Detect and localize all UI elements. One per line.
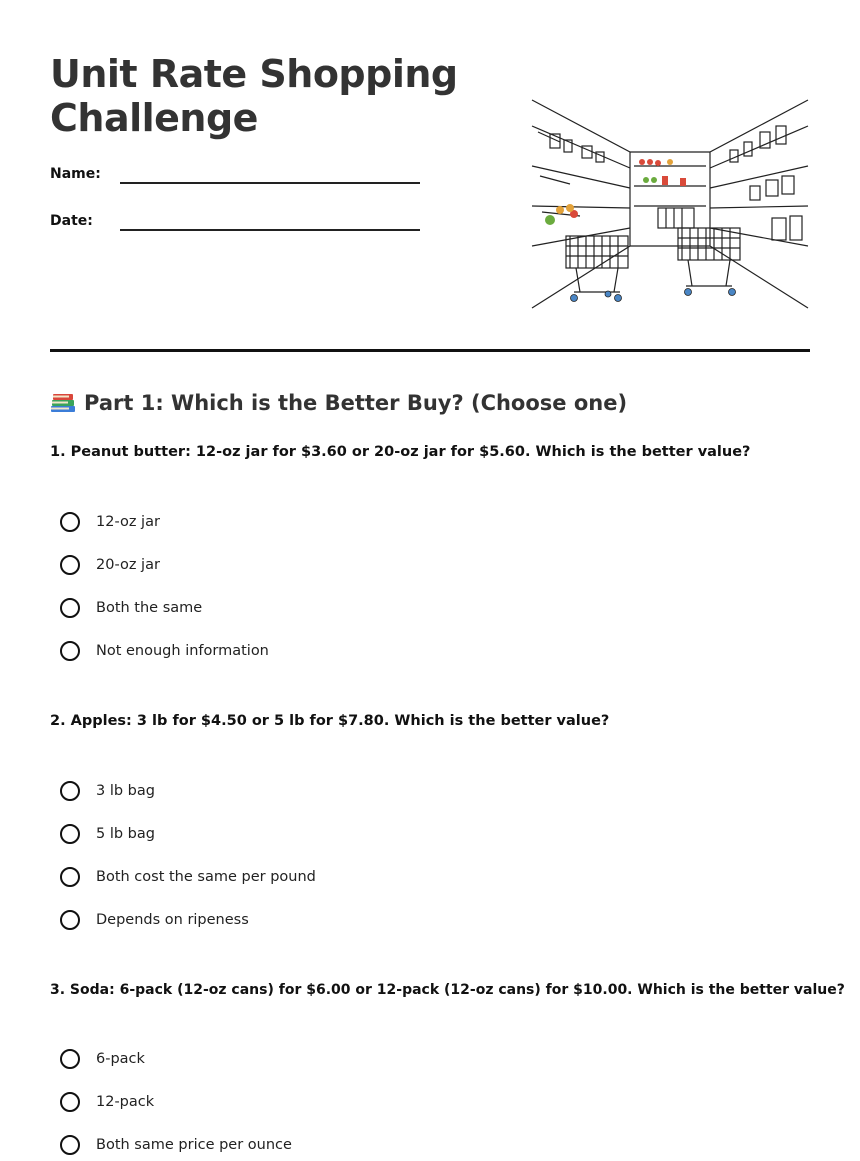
title-line-1: Unit Rate Shopping bbox=[50, 52, 458, 96]
part1-title-text: Part 1: Which is the Better Buy? (Choose one) bbox=[84, 391, 628, 415]
books-icon bbox=[50, 390, 76, 414]
q2-option-3[interactable] bbox=[60, 864, 316, 890]
name-field[interactable] bbox=[50, 166, 420, 190]
date-field[interactable] bbox=[50, 213, 420, 237]
q3-option-3[interactable] bbox=[60, 1132, 292, 1158]
q1-option-4[interactable] bbox=[60, 638, 269, 664]
option-label: Not enough information bbox=[96, 643, 269, 659]
q1-option-1[interactable] bbox=[60, 509, 160, 535]
date-label: Date: bbox=[50, 213, 93, 229]
option-label: Depends on ripeness bbox=[96, 912, 249, 928]
header-divider bbox=[50, 349, 810, 352]
option-label: 6-pack bbox=[96, 1051, 145, 1067]
q3-option-1[interactable] bbox=[60, 1046, 145, 1072]
option-label: 20-oz jar bbox=[96, 557, 160, 573]
option-label: 12-oz jar bbox=[96, 514, 160, 530]
q2-option-2[interactable] bbox=[60, 821, 155, 847]
title-line-2: Challenge bbox=[50, 96, 258, 140]
q3-option-2[interactable] bbox=[60, 1089, 154, 1115]
radio-button[interactable] bbox=[60, 512, 80, 532]
question-2: 2. Apples: 3 lb for $4.50 or 5 lb for $7.80. Which is the better value? bbox=[50, 713, 610, 729]
option-label: Both the same bbox=[96, 600, 203, 616]
radio-button[interactable] bbox=[60, 867, 80, 887]
radio-button[interactable] bbox=[60, 555, 80, 575]
option-label: Both cost the same per pound bbox=[96, 869, 316, 885]
question-1: 1. Peanut butter: 12-oz jar for $3.60 or 20-oz jar for $5.60. Which is the better value? bbox=[50, 444, 751, 460]
grocery-aisle-illustration bbox=[530, 96, 810, 312]
q1-option-3[interactable] bbox=[60, 595, 202, 621]
radio-button[interactable] bbox=[60, 1092, 80, 1112]
q2-option-1[interactable] bbox=[60, 778, 155, 804]
q1-option-2[interactable] bbox=[60, 552, 160, 578]
name-label: Name: bbox=[50, 166, 101, 182]
option-label: 12-pack bbox=[96, 1094, 155, 1110]
option-label: 5 lb bag bbox=[96, 826, 155, 842]
name-line[interactable] bbox=[120, 182, 420, 184]
radio-button[interactable] bbox=[60, 641, 80, 661]
worksheet-title bbox=[50, 52, 458, 140]
option-label: 3 lb bag bbox=[96, 783, 155, 799]
radio-button[interactable] bbox=[60, 824, 80, 844]
radio-button[interactable] bbox=[60, 781, 80, 801]
radio-button[interactable] bbox=[60, 1049, 80, 1069]
question-3: 3. Soda: 6-pack (12-oz cans) for $6.00 or 12-pack (12-oz cans) for $10.00. Which is the better value? bbox=[50, 982, 845, 998]
radio-button[interactable] bbox=[60, 598, 80, 618]
option-label: Both same price per ounce bbox=[96, 1137, 292, 1153]
date-line[interactable] bbox=[120, 229, 420, 231]
q2-option-4[interactable] bbox=[60, 907, 249, 933]
part1-title bbox=[50, 390, 627, 415]
radio-button[interactable] bbox=[60, 1135, 80, 1155]
radio-button[interactable] bbox=[60, 910, 80, 930]
